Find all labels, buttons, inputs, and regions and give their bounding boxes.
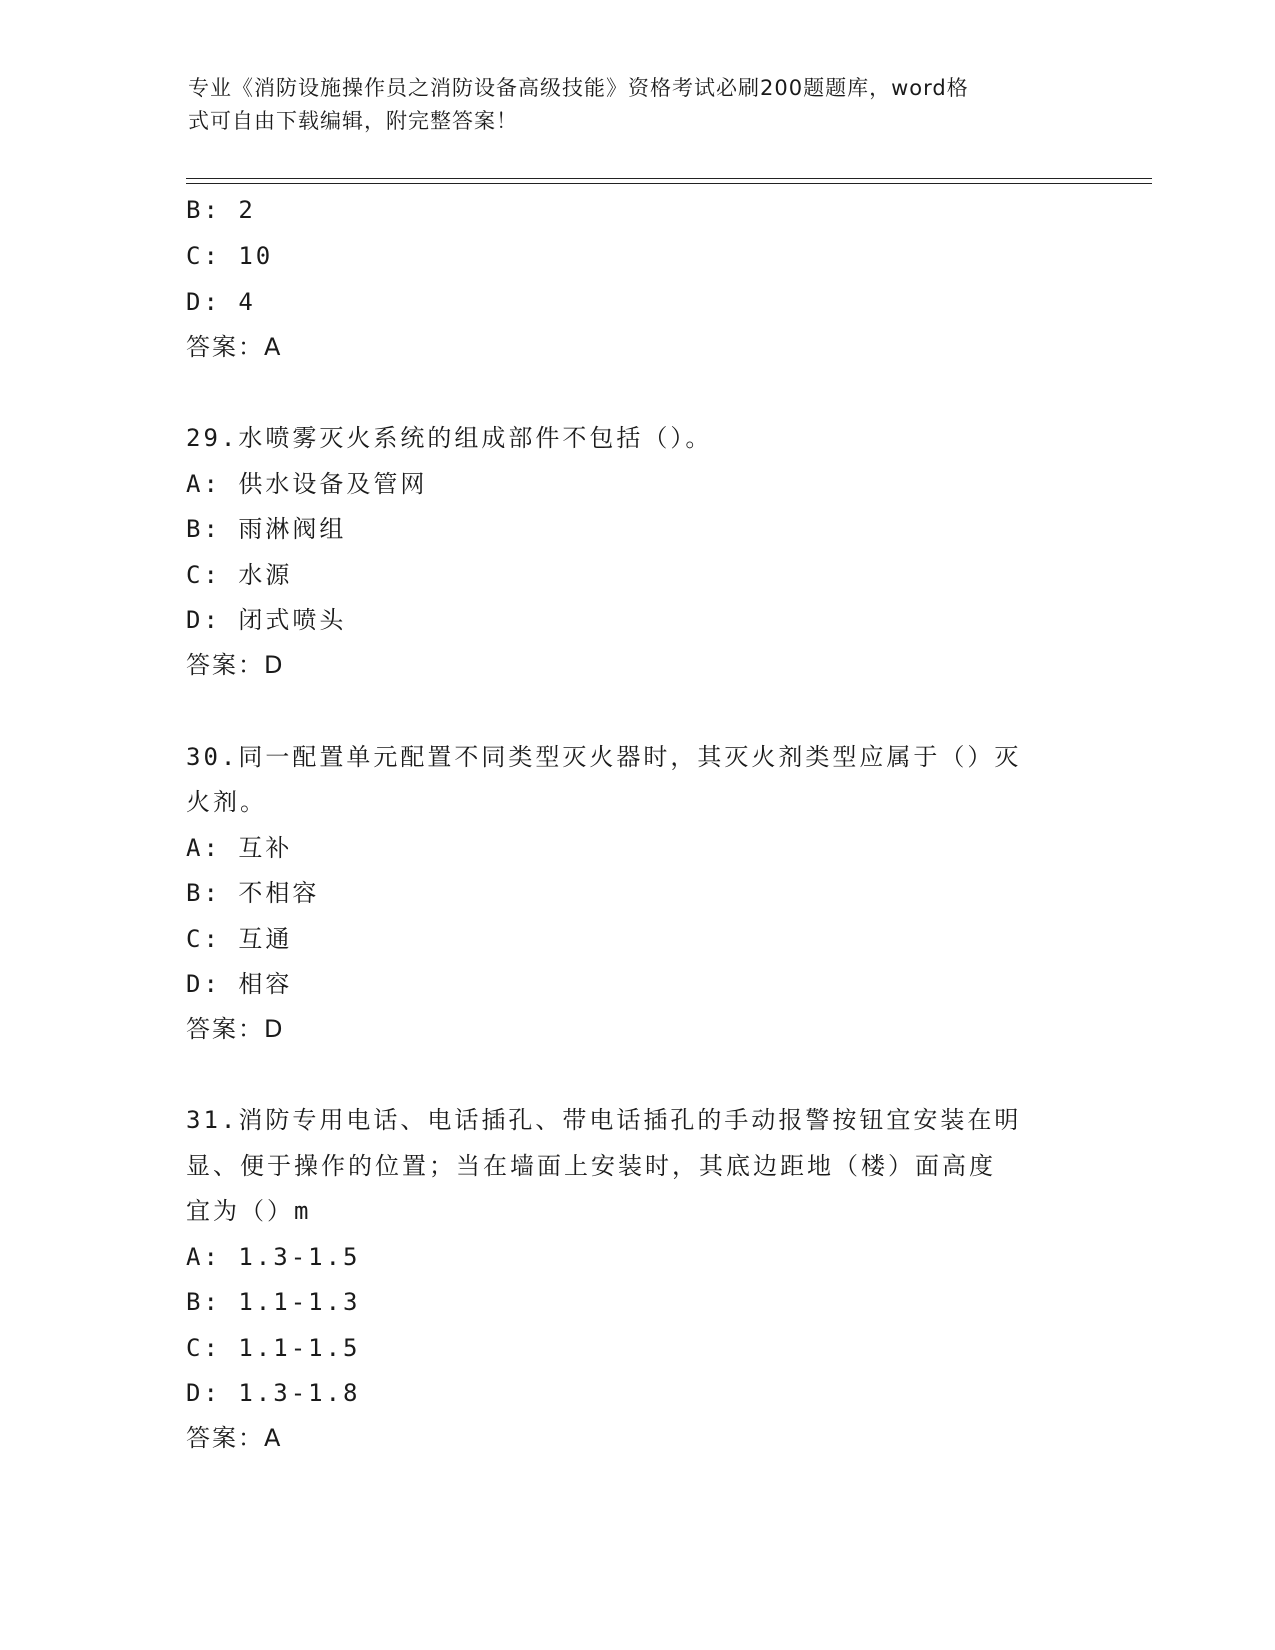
header-divider-bottom (186, 183, 1152, 184)
q30-stem-line-2: 火剂。 (186, 788, 267, 816)
q31-stem-line-1: 31.消防专用电话、电话插孔、带电话插孔的手动报警按钮宜安装在明 (186, 1106, 1022, 1134)
prev-option-b: B: 2 (186, 196, 256, 224)
q31-stem-line-2: 显、便于操作的位置；当在墙面上安装时，其底边距地（楼）面高度 (186, 1152, 996, 1180)
q30-option-c: C: 互通 (186, 925, 293, 953)
q31-option-b: B: 1.1-1.3 (186, 1288, 361, 1316)
q31-answer: 答案：A (186, 1424, 283, 1452)
q30-option-a: A: 互补 (186, 834, 293, 862)
q30-option-d: D: 相容 (186, 970, 293, 998)
q31-option-c: C: 1.1-1.5 (186, 1334, 361, 1362)
q29-stem: 29.水喷雾灭火系统的组成部件不包括（）。 (186, 424, 713, 452)
q29-answer: 答案：D (186, 651, 285, 679)
q31-option-a: A: 1.3-1.5 (186, 1243, 361, 1271)
header-divider-top (186, 178, 1152, 179)
q31-option-d: D: 1.3-1.8 (186, 1379, 361, 1407)
prev-answer: 答案：A (186, 333, 283, 361)
prev-option-d: D: 4 (186, 288, 256, 316)
q29-option-d: D: 闭式喷头 (186, 606, 347, 634)
header-line-1: 专业《消防设施操作员之消防设备高级技能》资格考试必刷200题题库，word格 (188, 76, 969, 100)
q29-option-c: C: 水源 (186, 561, 293, 589)
q30-stem-line-1: 30.同一配置单元配置不同类型灭火器时，其灭火剂类型应属于（）灭 (186, 743, 1022, 771)
q30-option-b: B: 不相容 (186, 879, 320, 907)
q31-stem-line-3: 宜为（）m (186, 1197, 312, 1225)
q29-option-a: A: 供水设备及管网 (186, 470, 428, 498)
q29-option-b: B: 雨淋阀组 (186, 515, 347, 543)
document-header (188, 72, 1068, 138)
prev-option-c: C: 10 (186, 242, 274, 270)
header-line-2: 式可自由下载编辑，附完整答案！ (188, 109, 518, 133)
q30-answer: 答案：D (186, 1015, 285, 1043)
